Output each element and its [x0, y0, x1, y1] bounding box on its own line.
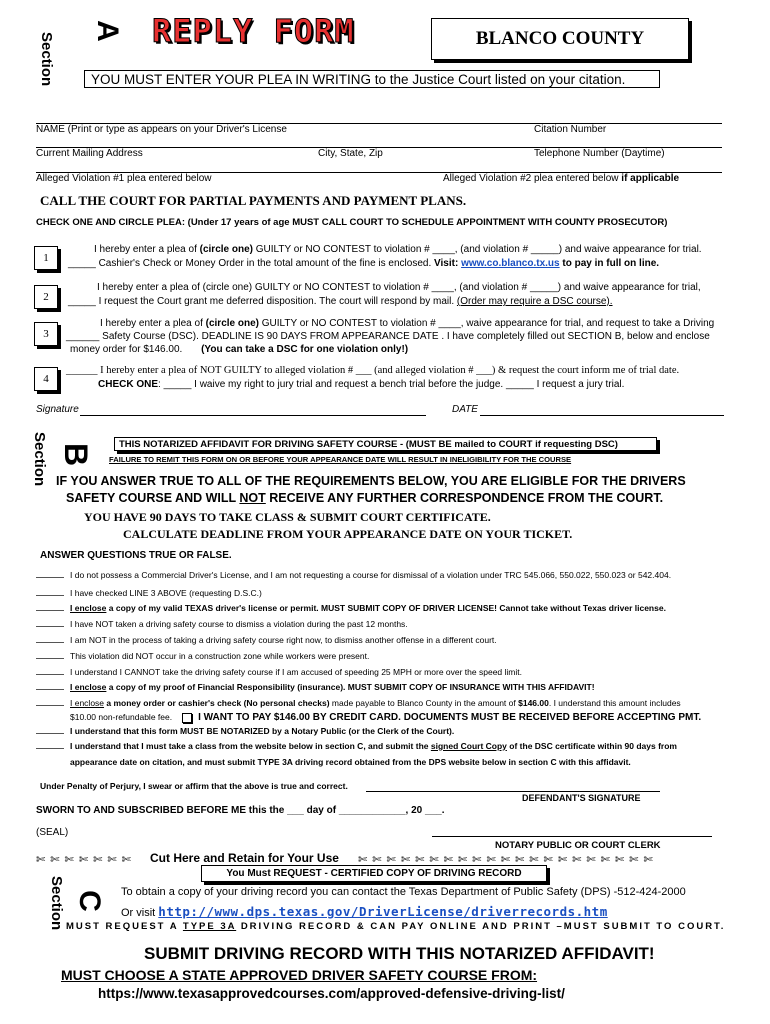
option-4-line2: CHECK ONE: _____ I waive my right to jury trial and request a bench trial before the judge. _____ I request a jury trial. [98, 379, 625, 390]
option-1-box[interactable]: 1 [34, 246, 58, 270]
plea-notice: YOU MUST ENTER YOUR PLEA IN WRITING to the Justice Court listed on your citation. [84, 70, 660, 88]
sworn-statement: SWORN TO AND SUBSCRIBED BEFORE ME this the ___ day of ____________, 20 ___. [36, 805, 445, 816]
calculate-deadline: CALCULATE DEADLINE FROM YOUR APPEARANCE DATE ON YOUR TICKET. [123, 527, 573, 541]
question-1: I do not possess a Commercial Driver's License, and I am not requesting a course for dismissal of a violation under TRC 545.066, 550.022, 550.023 or 542.404. [36, 570, 671, 580]
q6-answer-blank[interactable] [36, 658, 64, 659]
reply-form-title: REPLY FORM [152, 12, 355, 50]
notary-label: NOTARY PUBLIC OR COURT CLERK [495, 840, 661, 851]
section-b-letter: B [58, 442, 95, 467]
signature-label: Signature [36, 404, 79, 415]
ninety-days-notice: YOU HAVE 90 DAYS TO TAKE CLASS & SUBMIT COURT CERTIFICATE. [84, 510, 491, 524]
scissors-left-icon: ✄ ✄ ✄ ✄ ✄ ✄ ✄ [36, 854, 132, 866]
section-a-label: Section [38, 32, 55, 87]
q7-answer-blank[interactable] [36, 674, 64, 675]
eligible-line2: SAFETY COURSE AND WILL NOT RECEIVE ANY FURTHER CORRESPONDENCE FROM THE COURT. [66, 491, 664, 505]
seal-label: (SEAL) [36, 827, 69, 838]
answer-heading: ANSWER QUESTIONS TRUE OR FALSE. [40, 550, 232, 561]
question-6: This violation did NOT occur in a construction zone while workers were present. [36, 651, 369, 661]
credit-card-checkbox[interactable] [182, 713, 192, 723]
option-3-line1: I hereby enter a plea of (circle one) GUILTY or NO CONTEST to violation # ____, waive appearance for trial, and request to take a Driving [100, 318, 715, 329]
option-2-line1: I hereby enter a plea of (circle one) GUILTY or NO CONTEST to violation # ____, (and violation # _____) and waive appearance for trial, [97, 282, 701, 293]
type3a-notice: MUST REQUEST A TYPE 3A DRIVING RECORD & CAN PAY ONLINE AND PRINT –MUST SUBMIT TO COURT. [66, 921, 726, 932]
obtain-record-info: To obtain a copy of your driving record you can contact the Texas Department of Public Safety (DPS) -512-424-2000 [121, 886, 686, 898]
violation2-label: Alleged Violation #2 plea entered below if applicable [443, 173, 680, 184]
citation-label: Citation Number [534, 124, 607, 135]
signature-line[interactable] [80, 415, 426, 416]
q4-answer-blank[interactable] [36, 626, 64, 627]
check-one-instructions: CHECK ONE AND CIRCLE PLEA: (Under 17 years of age MUST CALL COURT TO SCHEDULE APPOINTMENT WITH COUNTY PROSECUTOR) [36, 217, 668, 228]
request-driving-record-box: You Must REQUEST - CERTIFIED COPY OF DRIVING RECORD [201, 865, 547, 882]
county-name: BLANCO COUNTY [431, 18, 689, 60]
q1-answer-blank[interactable] [36, 577, 64, 578]
q9-answer-blank[interactable] [36, 705, 64, 706]
payment-heading: CALL THE COURT FOR PARTIAL PAYMENTS AND PAYMENT PLANS. [40, 193, 467, 208]
option-3-box[interactable]: 3 [34, 322, 58, 346]
question-3: I enclose a copy of my valid TEXAS driver's license or permit. MUST SUBMIT COPY OF DRIVER LICENSE! Cannot take without Texas driver license. [36, 603, 666, 613]
phone-label: Telephone Number (Daytime) [534, 148, 665, 159]
q5-answer-blank[interactable] [36, 642, 64, 643]
dps-website-link[interactable]: http://www.dps.texas.gov/DriverLicense/driverrecords.htm [158, 904, 608, 919]
question-9: I enclose a money order or cashier's check (No personal checks) made payable to Blanco County in the amount of $146.00. I understand this amount includes [36, 698, 681, 708]
failure-warning: FAILURE TO REMIT THIS FORM ON OR BEFORE YOUR APPEARANCE DATE WILL RESULT IN INELIGIBILITY FOR THE COURSE [109, 455, 572, 464]
option-2-line2: _____ I request the Court grant me deferred disposition. The court will respond by mail. (Order may require a DSC course). [68, 296, 613, 307]
dps-visit-line: Or visit http://www.dps.texas.gov/DriverLicense/driverrecords.htm [121, 904, 608, 919]
q8-answer-blank[interactable] [36, 689, 64, 690]
question-11-cont: appearance date on citation, and must submit TYPE 3A driving record obtained from the DPS website below in section C with this affidavit. [70, 757, 631, 767]
option-3-line3: money order for $146.00. (You can take a DSC for one violation only!) [70, 344, 409, 355]
option-3-line2: ______ Safety Course (DSC). DEADLINE IS 90 DAYS FROM APPEARANCE DATE . I have completely filled out SECTION B, below and enclose [66, 331, 710, 342]
defendant-signature-line[interactable] [366, 791, 660, 792]
cut-here-text: Cut Here and Retain for Your Use [150, 851, 339, 865]
q2-answer-blank[interactable] [36, 595, 64, 596]
option-2-box[interactable]: 2 [34, 285, 58, 309]
question-9-cont: $10.00 non-refundable fee. I WANT TO PAY $146.00 BY CREDIT CARD. DOCUMENTS MUST BE RECEIVED BEFORE ACCEPTING PMT. [70, 712, 702, 723]
section-b-label: Section [31, 432, 48, 487]
affidavit-notice: THIS NOTARIZED AFFIDAVIT FOR DRIVING SAFETY COURSE - (MUST BE mailed to COURT if requesting DSC) [114, 437, 657, 451]
q3-answer-blank[interactable] [36, 610, 64, 611]
section-c-letter: C [72, 890, 106, 912]
question-7: I understand I CANNOT take the driving safety course if I am accused of speeding 25 MPH or more over the speed limit. [36, 667, 522, 677]
question-11: I understand that I must take a class from the website below in section C, and submit the signed Court Copy of the DSC certificate within 90 days from [36, 741, 677, 751]
option-4-line1: ______ I hereby enter a plea of NOT GUILTY to alleged violation # ___ (and alleged violation # ___) & request the court inform me of trial date. [66, 365, 680, 376]
choose-course-heading: MUST CHOOSE A STATE APPROVED DRIVER SAFETY COURSE FROM: [61, 967, 538, 983]
perjury-statement: Under Penalty of Perjury, I swear or affirm that the above is true and correct. [40, 781, 348, 791]
q10-answer-blank[interactable] [36, 733, 64, 734]
section-c-label: Section [48, 876, 65, 931]
question-10: I understand that this form MUST BE NOTARIZED by a Notary Public (or the Clerk of the Court). [36, 726, 454, 736]
option-1-line1: I hereby enter a plea of (circle one) GUILTY or NO CONTEST to violation # ____, (and violation # _____) and waive appearance for trial. [94, 244, 702, 255]
option-4-box[interactable]: 4 [34, 367, 58, 391]
notary-signature-line[interactable] [432, 836, 712, 837]
approved-courses-link[interactable]: https://www.texasapprovedcourses.com/approved-defensive-driving-list/ [98, 986, 565, 1001]
section-a-letter: A [90, 20, 124, 42]
date-label: DATE [452, 404, 478, 415]
submit-record-heading: SUBMIT DRIVING RECORD WITH THIS NOTARIZED AFFIDAVIT! [144, 944, 655, 963]
defendant-signature-label: DEFENDANT'S SIGNATURE [522, 793, 641, 803]
address-label: Current Mailing Address [36, 148, 143, 159]
blanco-website-link[interactable]: www.co.blanco.tx.us [461, 258, 560, 269]
eligible-line1: IF YOU ANSWER TRUE TO ALL OF THE REQUIREMENTS BELOW, YOU ARE ELIGIBLE FOR THE DRIVERS [56, 474, 686, 488]
question-8: I enclose a copy of my proof of Financial Responsibility (insurance). MUST SUBMIT COPY OF INSURANCE WITH THIS AFFIDAVIT! [36, 682, 595, 692]
city-label: City, State, Zip [318, 148, 383, 159]
violation1-label: Alleged Violation #1 plea entered below [36, 173, 212, 184]
date-line[interactable] [480, 415, 724, 416]
question-2: I have checked LINE 3 ABOVE (requesting D.S.C.) [36, 588, 262, 598]
question-4: I have NOT taken a driving safety course to dismiss a violation during the past 12 months. [36, 619, 408, 629]
option-1-line2: _____ Cashier's Check or Money Order in the total amount of the fine is enclosed. Visit: www.co.blanco.tx.us to pay in full on line. [68, 258, 660, 269]
scissors-right-icon: ✄ ✄ ✄ ✄ ✄ ✄ ✄ ✄ ✄ ✄ ✄ ✄ ✄ ✄ ✄ ✄ ✄ ✄ ✄ ✄ ✄ [358, 854, 654, 866]
question-5: I am NOT in the process of taking a driving safety course right now, to dismiss another offense in a different court. [36, 635, 497, 645]
name-label: NAME (Print or type as appears on your Driver's License [36, 124, 287, 135]
q11-answer-blank[interactable] [36, 748, 64, 749]
